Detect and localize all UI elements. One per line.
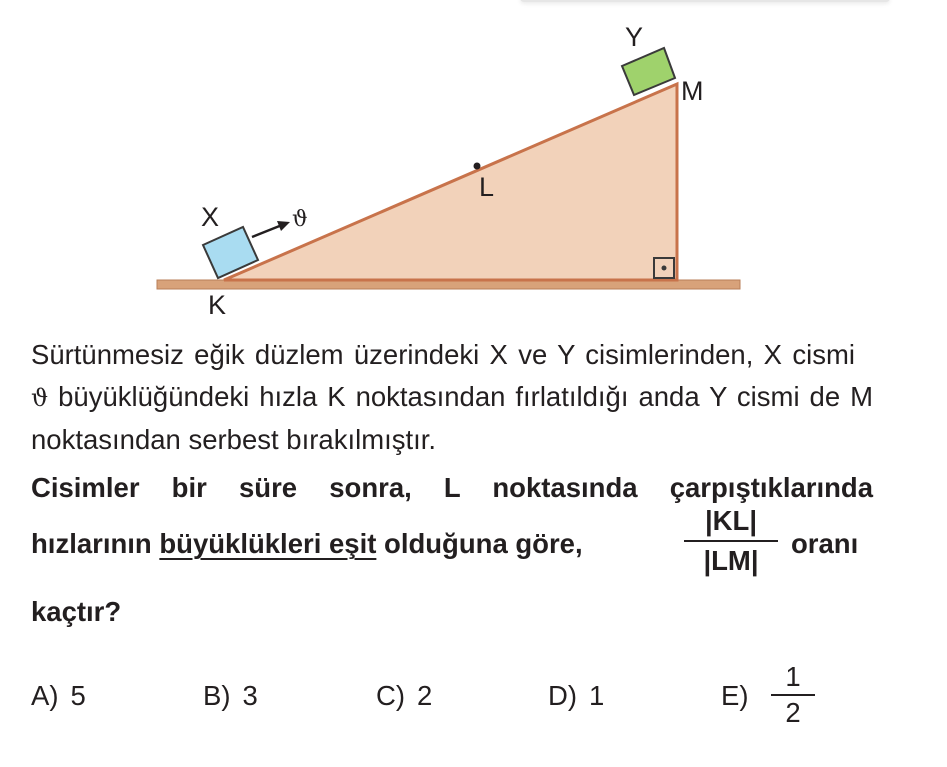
- option-e-numerator: 1: [785, 661, 801, 692]
- fraction-bar: [684, 540, 778, 542]
- point-l-dot: [474, 163, 481, 170]
- para-line-1: Sürtünmesiz eğik düzlem üzerindeki X ve Y cisimlerinden, X: [31, 339, 783, 370]
- ratio-fraction: [684, 504, 778, 578]
- bold-line-2-b: olduğuna göre,: [384, 528, 583, 559]
- para-line-2-b: büyüklüğündeki hızla K noktasından fırlatıldığı: [58, 381, 629, 412]
- option-b-value: 3: [242, 680, 258, 711]
- para-line-2-a: cismi: [792, 339, 855, 370]
- option-c-letter: C): [376, 680, 406, 711]
- question-paragraph: [31, 334, 873, 461]
- bold-line-3: kaçtır?: [31, 596, 122, 627]
- velocity-arrow-shaft: [252, 225, 282, 237]
- label-velocity: ϑ: [292, 207, 308, 232]
- option-e-fraction-bar: [771, 694, 815, 696]
- option-d-value: 1: [589, 680, 605, 711]
- para-line-3: anda Y cismi de M noktasından serbest bırakılmıştır.: [31, 381, 873, 455]
- label-x: X: [201, 202, 220, 232]
- fraction-denominator: |LM|: [703, 545, 759, 576]
- option-e-letter: E): [721, 680, 749, 711]
- bold-line-2-a: hızlarının: [31, 528, 152, 559]
- inclined-plane: [224, 84, 677, 280]
- option-a[interactable]: [31, 676, 86, 716]
- label-y: Y: [625, 22, 644, 52]
- right-angle-dot: [662, 266, 667, 271]
- option-b[interactable]: [203, 676, 258, 716]
- option-e[interactable]: [721, 676, 749, 716]
- fraction-numerator: |KL|: [704, 505, 758, 536]
- question-block: [31, 334, 873, 728]
- option-a-letter: A): [31, 680, 59, 711]
- option-b-letter: B): [203, 680, 231, 711]
- label-m: M: [681, 76, 704, 106]
- option-e-denominator: 2: [785, 697, 801, 728]
- bold-line-2: [31, 524, 583, 564]
- label-l: L: [479, 172, 495, 202]
- label-k: K: [208, 290, 227, 320]
- bold-line-1: Cisimler bir süre sonra, L noktasında çarpıştıklarında: [31, 472, 873, 503]
- velocity-symbol: ϑ: [31, 384, 49, 412]
- incline-figure: [0, 0, 947, 330]
- bold-line-2-c: oranı: [791, 528, 859, 559]
- option-e-fraction[interactable]: [771, 662, 815, 728]
- underlined-phrase: büyüklükleri eşit: [159, 528, 377, 559]
- option-d-letter: D): [548, 680, 578, 711]
- option-a-value: 5: [70, 680, 86, 711]
- option-c-value: 2: [417, 680, 433, 711]
- option-c[interactable]: [376, 676, 432, 716]
- option-d[interactable]: [548, 676, 604, 716]
